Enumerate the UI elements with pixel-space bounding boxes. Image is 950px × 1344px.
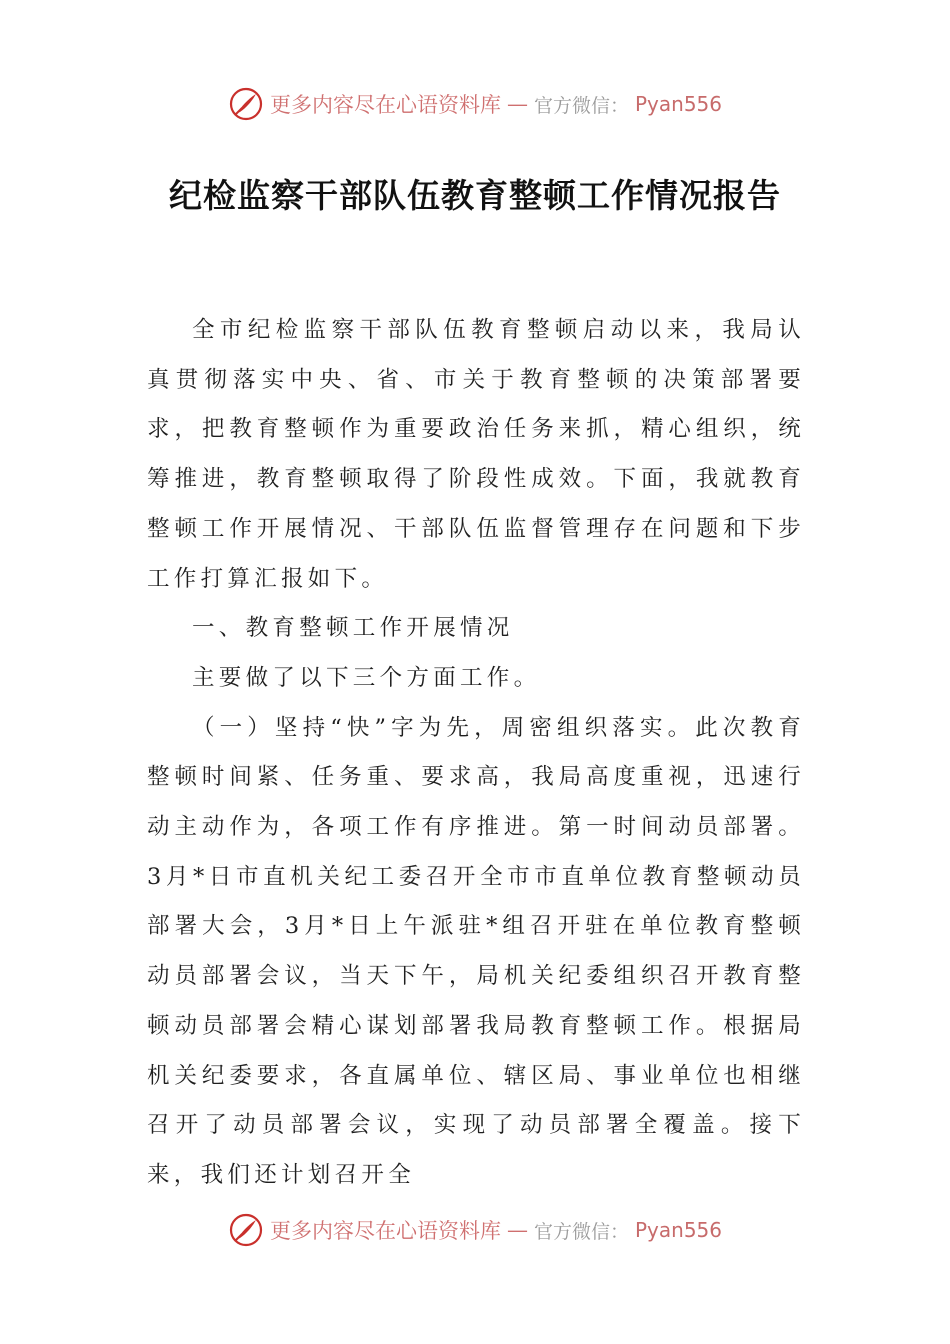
watermark-wechat-id: Pyan556 — [635, 92, 723, 116]
watermark-label: 官方微信： — [533, 94, 629, 117]
paragraph-summary: 主要做了以下三个方面工作。 — [192, 664, 541, 691]
document-body — [147, 306, 805, 1201]
watermark-label: 官方微信： — [533, 1220, 629, 1243]
watermark-wechat-id: Pyan556 — [635, 1218, 723, 1242]
watermark-dash: — — [506, 92, 528, 116]
paragraph-intro: 全市纪检监察干部队伍教育整顿启动以来，我局认真贯彻落实中央、省、市关于教育整顿的决策部署要求，把教育整顿作为重要政治任务来抓，精心组织，统筹推进，教育整顿取得了阶段性成效。下面，我就教育整顿工作开展情况、干部队伍监督管理存在问题和下步工作打算汇报如下。 — [147, 317, 805, 592]
feather-pen-logo-icon — [228, 1212, 264, 1248]
paragraph-subsection-1: （一）坚持“快”字为先，周密组织落实。此次教育整顿时间紧、任务重、要求高，我局高度重视，迅速行动主动作为，各项工作有序推进。第一时间动员部署。3月*日市直机关纪工委召开全市市直单位教育整顿动员部署大会，3月*日上午派驻*组召开驻在单位教育整顿动员部署会议，当天下午，局机关纪委组织召开教育整顿动员部署会精心谋划部署我局教育整顿工作。根据局机关纪委要求，各直属单位、辖区局、事业单位也相继召开了动员部署会议，实现了动员部署全覆盖。接下来，我们还计划召开全 — [147, 714, 805, 1188]
watermark-brand: 更多内容尽在心语资料库 — [269, 1219, 501, 1243]
watermark-brand: 更多内容尽在心语资料库 — [269, 93, 501, 117]
section-heading-1: 一、教育整顿工作开展情况 — [192, 615, 514, 642]
feather-pen-logo-icon — [228, 86, 264, 122]
footer-watermark — [0, 1208, 950, 1252]
watermark-dash: — — [506, 1218, 528, 1242]
document-title: 纪检监察干部队伍教育整顿工作情况报告 — [169, 176, 781, 215]
header-watermark — [0, 82, 950, 126]
